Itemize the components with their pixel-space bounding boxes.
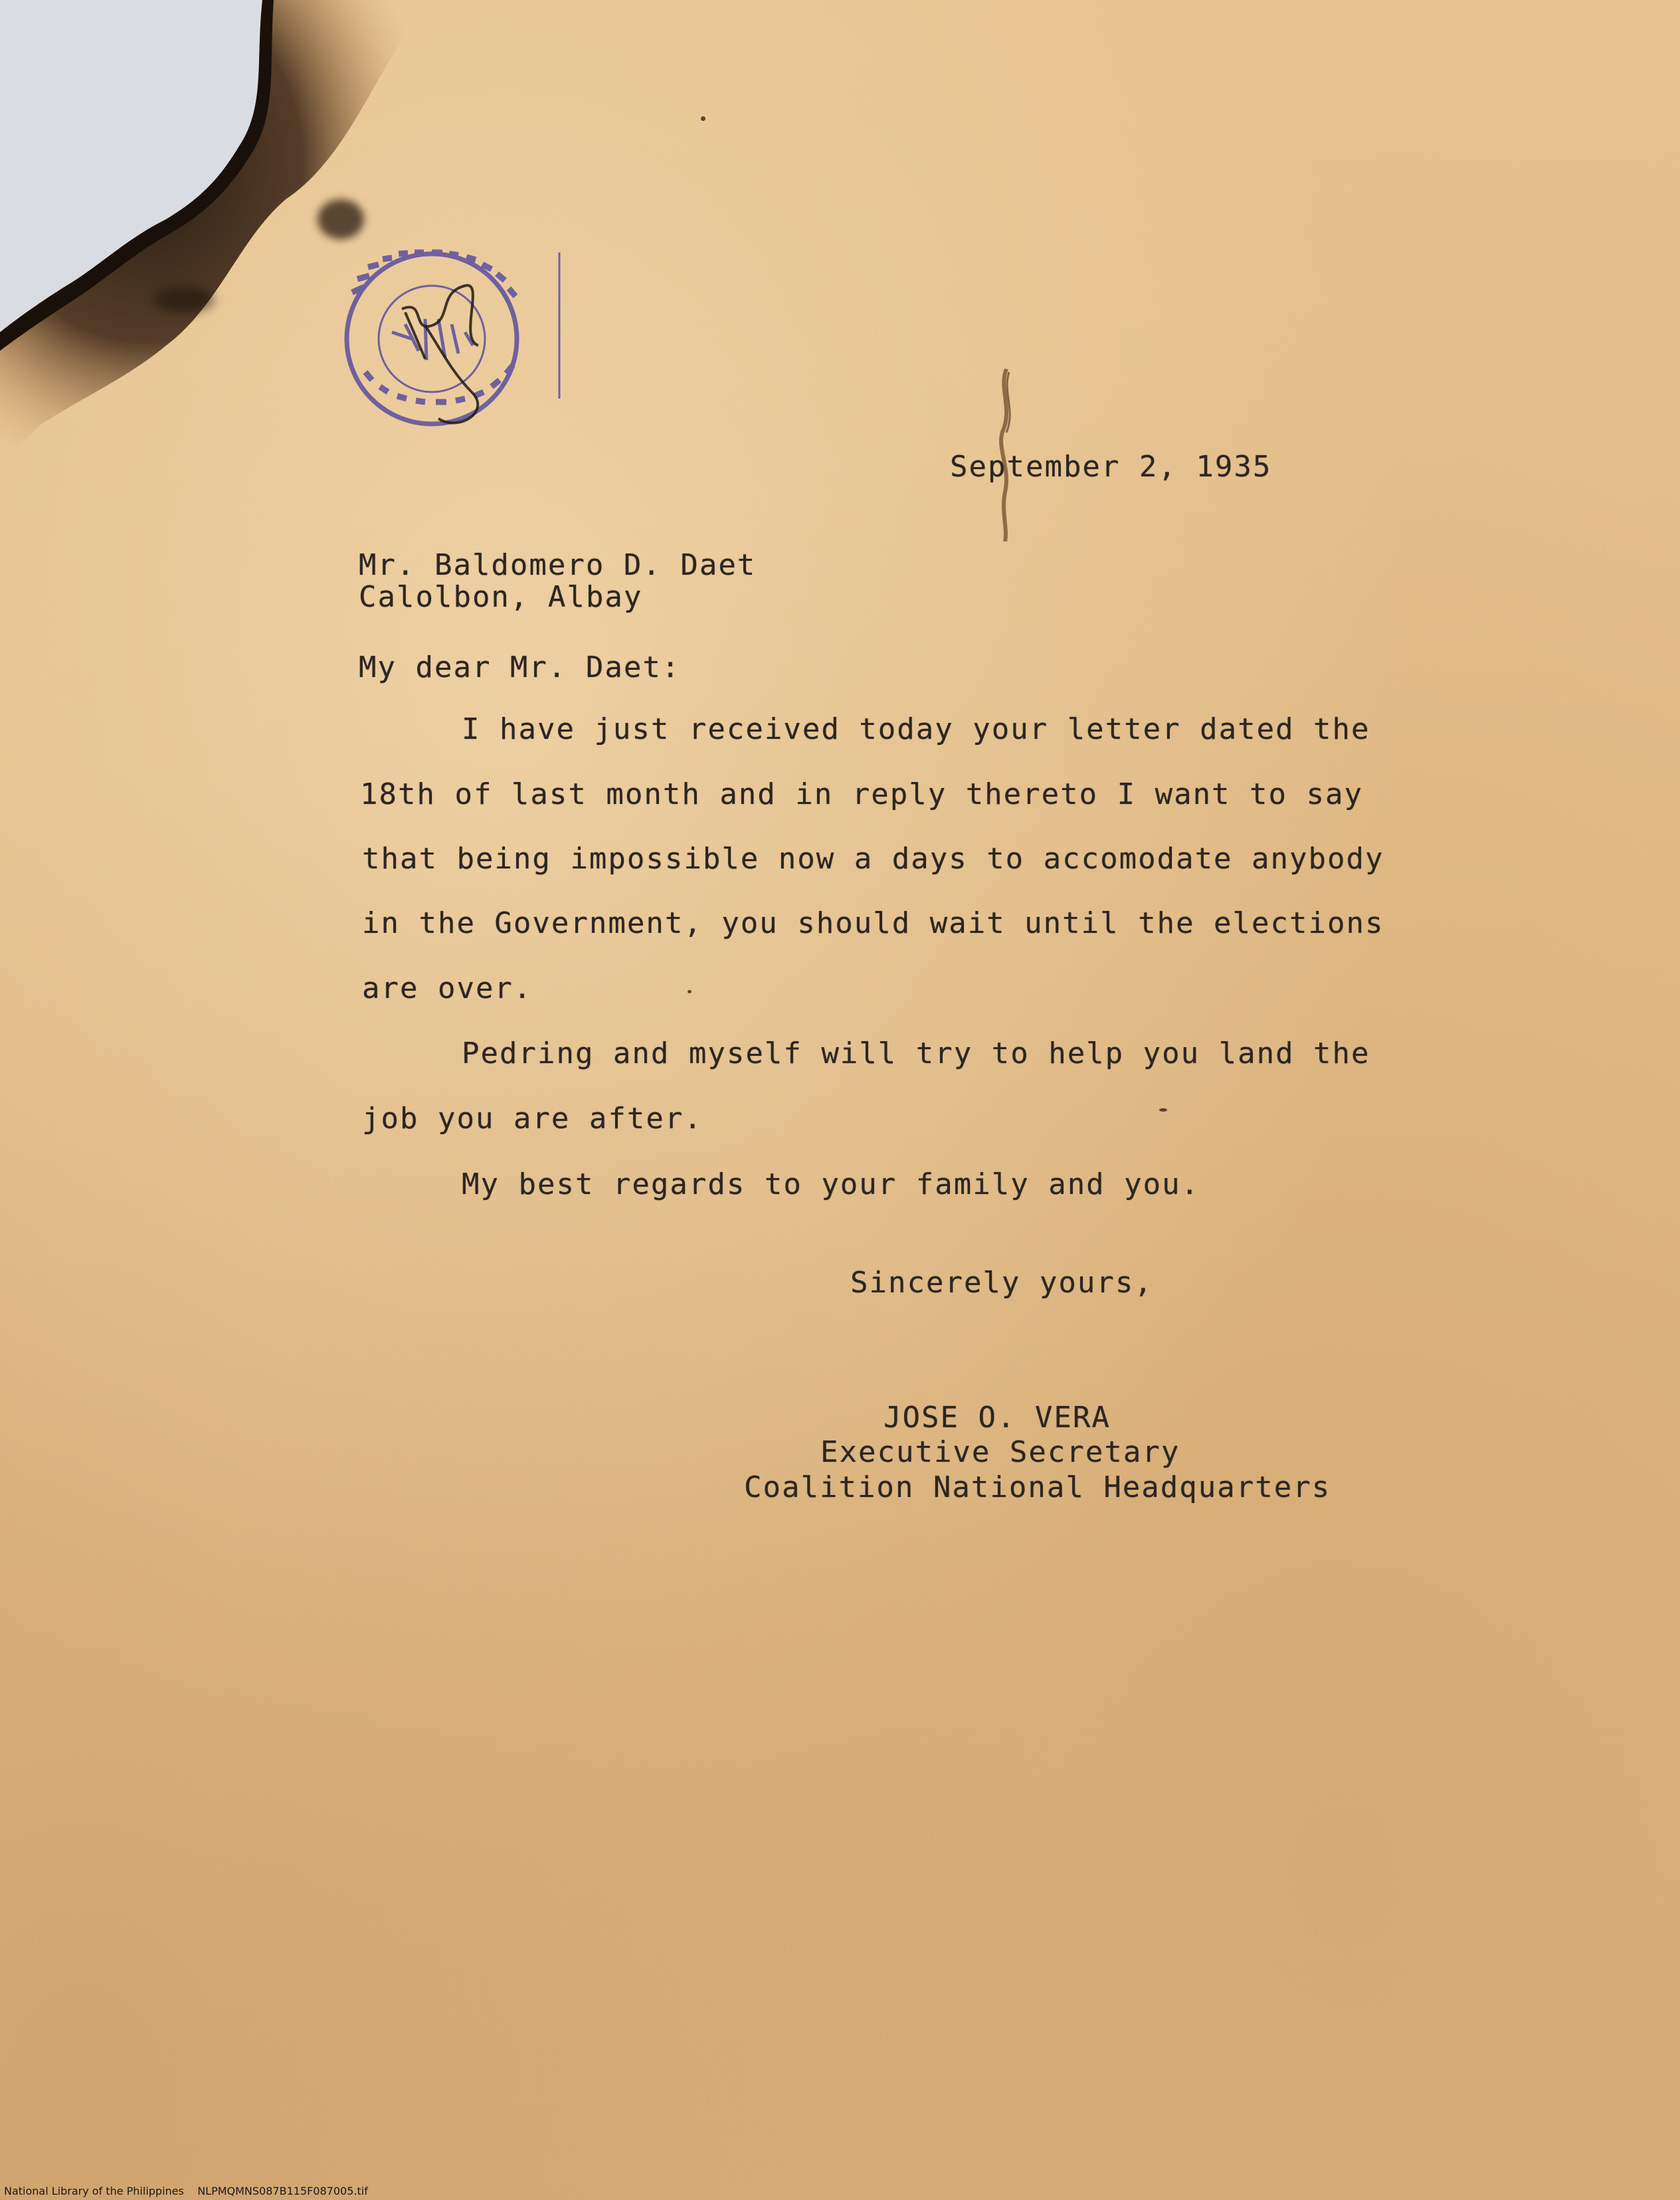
body-line: in the Government, you should wait until the elections <box>362 906 1384 940</box>
ink-speck <box>1159 1108 1167 1112</box>
body-line: that being impossible now a days to accomodate anybody <box>362 842 1384 876</box>
signer-title: Executive Secretary <box>820 1435 1180 1469</box>
body-line: are over. <box>362 971 533 1005</box>
body-line: job you are after. <box>362 1102 703 1136</box>
salutation: My dear Mr. Daet: <box>359 650 681 684</box>
ink-speck <box>688 990 692 993</box>
coalition-stamp <box>326 239 565 452</box>
ink-blot <box>154 287 214 312</box>
footer-file-id: NLPMQMNS087B115F087005.tif <box>197 2185 368 2197</box>
recipient-name: Mr. Baldomero D. Daet <box>359 548 757 582</box>
archive-footer <box>4 2185 368 2197</box>
signer-org: Coalition National Headquarters <box>744 1470 1331 1504</box>
body-line: My best regards to your family and you. <box>462 1167 1200 1201</box>
footer-institution: National Library of the Philippines <box>4 2185 184 2197</box>
body-line: 18th of last month and in reply thereto I want to say <box>360 777 1363 811</box>
closing: Sincerely yours, <box>850 1266 1153 1300</box>
letter-date: September 2, 1935 <box>950 450 1272 484</box>
ink-blot <box>318 199 364 239</box>
body-line: Pedring and myself will try to help you land the <box>462 1037 1370 1070</box>
recipient-place: Calolbon, Albay <box>359 580 643 614</box>
signer-name: JOSE O. VERA <box>884 1401 1111 1435</box>
body-line: I have just received today your letter dated the <box>462 712 1370 746</box>
ink-speck <box>701 116 705 121</box>
